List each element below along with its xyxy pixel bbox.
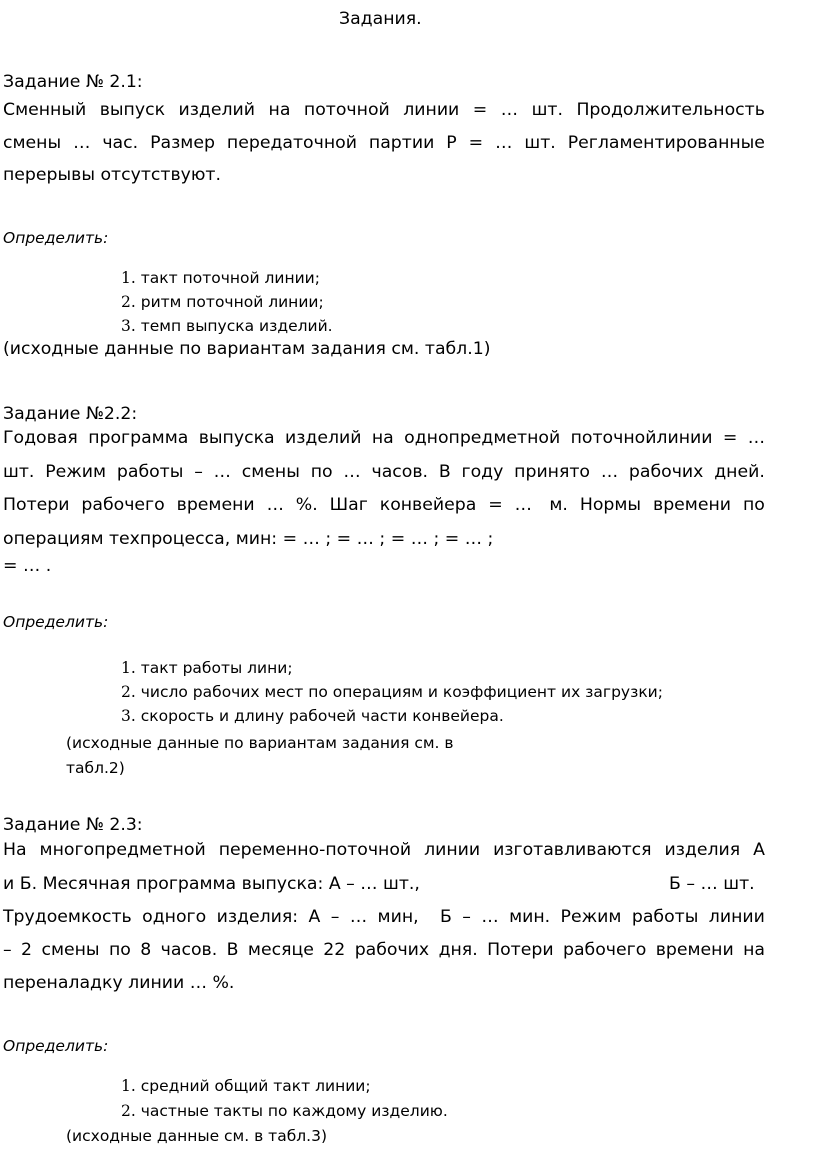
word: однопредметной [404, 428, 561, 448]
word: времени [653, 495, 732, 515]
word: Регламентированные [567, 133, 765, 153]
item-number: 1. [121, 1077, 136, 1095]
word: переменно-поточной [218, 840, 412, 860]
word: А [753, 840, 765, 860]
word: … [747, 428, 765, 448]
word: … [495, 133, 513, 153]
task-2-determine-label: Определить: [3, 613, 109, 631]
task-2-note-line-2: табл.2) [66, 759, 125, 777]
task-1-heading: Задание № 2.1: [3, 72, 143, 92]
word: шт. [524, 133, 556, 153]
word: часов. [371, 462, 429, 482]
word: = [472, 100, 488, 120]
task-1-line-1 [3, 100, 765, 120]
word: … [343, 462, 361, 482]
word: м. [543, 495, 568, 515]
word: В [438, 462, 451, 482]
task-3-line-2-left: и Б. Месячная программа выпуска: А – … шт., [3, 874, 420, 894]
word: А [308, 907, 321, 927]
task-2-line-1 [3, 428, 765, 448]
word: шт. [3, 462, 35, 482]
word: – [194, 462, 203, 482]
word: … [73, 133, 91, 153]
word: изделия: [216, 907, 299, 927]
task-3-line-4 [3, 940, 765, 960]
word: … [266, 495, 284, 515]
word: мин, [377, 907, 419, 927]
item-text: скорость и длину рабочей части конвейера. [140, 707, 504, 725]
task-1-note: (исходные данные по вариантам задания см. табл.1) [3, 339, 491, 359]
word: Потери [3, 495, 70, 515]
word: на [743, 940, 765, 960]
task-1-line-2 [3, 133, 765, 153]
word: – [330, 907, 340, 927]
word: В [226, 940, 239, 960]
word: по [108, 940, 131, 960]
task-2-note-line-1: (исходные данные по вариантам задания см. в [66, 734, 454, 752]
word: смены [3, 133, 62, 153]
task-1-item-3 [121, 317, 333, 335]
task-1-item-1 [121, 269, 320, 287]
task-3-line-5: переналадку линии … %. [3, 973, 235, 993]
task-3-determine-label: Определить: [3, 1037, 109, 1055]
word: линии [403, 100, 460, 120]
task-3-line-2-right: Б – … шт. [669, 874, 755, 894]
word: работы [116, 462, 184, 482]
word: 8 [140, 940, 152, 960]
word: изделий [178, 100, 256, 120]
word: поточной [303, 100, 390, 120]
word: … [500, 100, 519, 120]
word: P [446, 133, 457, 153]
word: – [3, 940, 12, 960]
item-number: 2. [121, 293, 136, 311]
word: Б [429, 907, 452, 927]
task-1-line-3: перерывы отсутствуют. [3, 165, 221, 185]
word: рабочих [354, 940, 430, 960]
word: рабочего [81, 495, 165, 515]
word: = [722, 428, 738, 448]
word: году [461, 462, 504, 482]
word: многопредметной [39, 840, 206, 860]
word: Шаг [329, 495, 368, 515]
word: – [462, 907, 471, 927]
task-2-line-3 [3, 495, 765, 515]
task-2-line-5: = … . [3, 556, 52, 576]
task-3-line-1 [3, 840, 765, 860]
word: Режим [45, 462, 107, 482]
word: … [514, 495, 532, 515]
word: на [371, 428, 394, 448]
word: мин. [509, 907, 551, 927]
word: смены [241, 462, 300, 482]
word: Потери [487, 940, 554, 960]
word: шт. [531, 100, 563, 120]
word: Сменный [3, 100, 87, 120]
word: … [213, 462, 231, 482]
word: Режим [560, 907, 622, 927]
word: … [600, 462, 619, 482]
task-2-item-3 [121, 707, 504, 725]
word: рабочего [562, 940, 647, 960]
word: %. [295, 495, 318, 515]
word: 2 [21, 940, 33, 960]
item-number: 3. [121, 317, 136, 335]
word: на [268, 100, 291, 120]
page-title: Задания. [339, 9, 422, 29]
word: смены [41, 940, 100, 960]
item-text: темп выпуска изделий. [140, 317, 333, 335]
item-text: такт работы лини; [140, 659, 293, 677]
task-3-heading: Задание № 2.3: [3, 815, 143, 835]
word: = [468, 133, 484, 153]
word: час. [102, 133, 139, 153]
word: поточнойлинии [570, 428, 713, 448]
word: выпуск [99, 100, 166, 120]
word: выпуска [198, 428, 275, 448]
task-2-line-2 [3, 462, 765, 482]
word: передаточной [226, 133, 357, 153]
task-3-note: (исходные данные см. в табл.3) [66, 1127, 327, 1145]
item-number: 3. [121, 707, 136, 725]
word: Годовая [3, 428, 78, 448]
word: Продолжительность [576, 100, 765, 120]
word: = [488, 495, 503, 515]
word: На [3, 840, 27, 860]
word: … [349, 907, 368, 927]
item-number: 1. [121, 269, 136, 287]
item-text: число рабочих мест по операциям и коэффициент их загрузки; [140, 683, 663, 701]
item-number: 2. [121, 1102, 136, 1120]
word: дня. [438, 940, 478, 960]
item-number: 2. [121, 683, 136, 701]
task-1-item-2 [121, 293, 324, 311]
word: по [742, 495, 765, 515]
word: работы [631, 907, 699, 927]
word: линии [708, 907, 765, 927]
item-number: 1. [121, 659, 136, 677]
word: … [481, 907, 499, 927]
task-3-line-3 [3, 907, 765, 927]
word: рабочих [628, 462, 704, 482]
item-text: частные такты по каждому изделию. [140, 1102, 448, 1120]
task-2-line-4: операциям техпроцесса, мин: = … ; = … ; = … ; = … ; [3, 529, 494, 549]
word: линии [424, 840, 481, 860]
word: конвейера [379, 495, 477, 515]
word: месяце [247, 940, 314, 960]
word: Нормы [579, 495, 642, 515]
task-2-item-2 [121, 683, 663, 701]
task-3-item-1 [121, 1077, 371, 1095]
word: изготавливаются [493, 840, 652, 860]
task-1-determine-label: Определить: [3, 229, 109, 247]
item-text: средний общий такт линии; [140, 1077, 371, 1095]
task-2-heading: Задание №2.2: [3, 404, 138, 424]
item-text: ритм поточной линии; [140, 293, 324, 311]
word: одного [142, 907, 207, 927]
task-2-item-1 [121, 659, 293, 677]
word: времени [176, 495, 255, 515]
word: дней. [714, 462, 765, 482]
word: изделий [284, 428, 362, 448]
word: программа [88, 428, 189, 448]
task-3-item-2 [121, 1102, 448, 1120]
word: по [310, 462, 333, 482]
word: времени [655, 940, 734, 960]
word: Трудоемкость [3, 907, 132, 927]
word: партии [368, 133, 435, 153]
word: 22 [323, 940, 346, 960]
word: часов. [160, 940, 218, 960]
word: Размер [150, 133, 215, 153]
word: принято [514, 462, 591, 482]
item-text: такт поточной линии; [140, 269, 320, 287]
word: изделия [664, 840, 741, 860]
